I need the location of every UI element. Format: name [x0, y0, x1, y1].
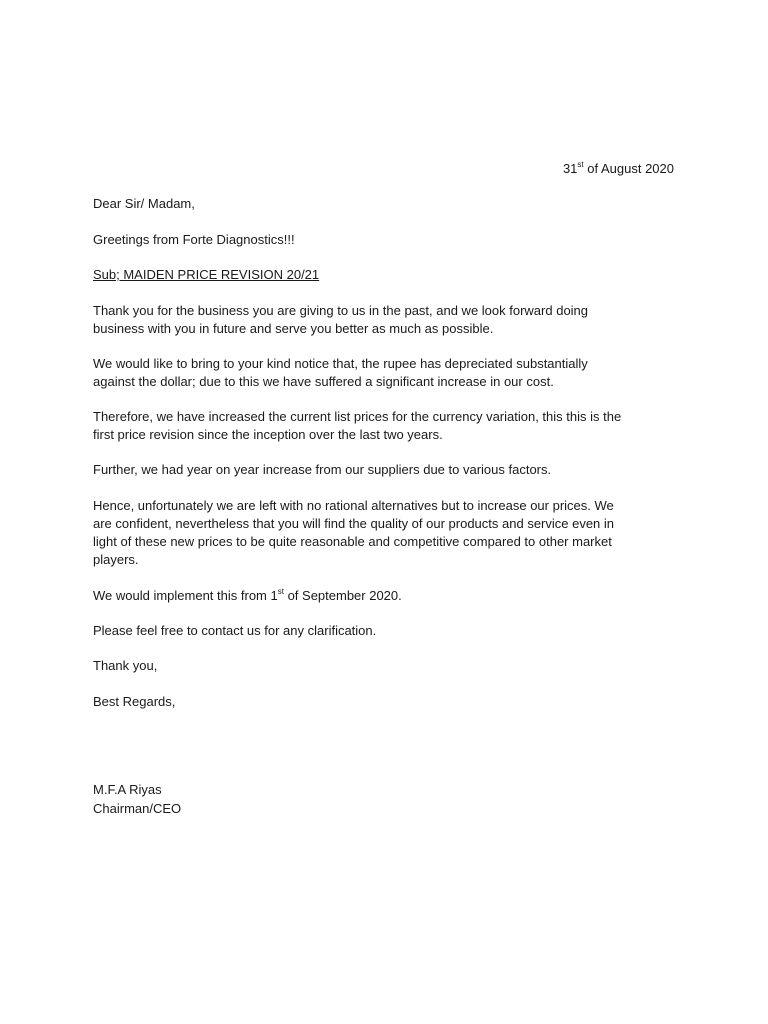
date-rest: of August 2020: [583, 161, 674, 176]
paragraph-6-before: We would implement this from 1: [93, 588, 278, 603]
subject-line: Sub; MAIDEN PRICE REVISION 20/21: [93, 267, 320, 282]
closing: Best Regards,: [93, 694, 176, 709]
date-day: 31: [562, 161, 578, 176]
paragraph-3-line-2: first price revision since the inception over the last two years.: [93, 427, 443, 442]
paragraph-6-suffix: st: [277, 586, 284, 596]
date-suffix: st: [577, 159, 584, 169]
paragraph-1-line-2: business with you in future and serve you better as much as possible.: [93, 321, 494, 336]
letter-date: [563, 160, 674, 178]
paragraph-6: [93, 587, 402, 605]
paragraph-5-line-1: Hence, unfortunately we are left with no rational alternatives but to increase our prices. We: [93, 498, 614, 513]
paragraph-1-line-1: Thank you for the business you are giving to us in the past, and we look forward doing: [93, 303, 589, 318]
salutation: Dear Sir/ Madam,: [93, 196, 195, 211]
paragraph-2-line-2: against the dollar; due to this we have suffered a significant increase in our cost.: [93, 374, 554, 389]
paragraph-7-line-1: Please feel free to contact us for any clarification.: [93, 623, 377, 638]
paragraph-2-line-1: We would like to bring to your kind notice that, the rupee has depreciated substantially: [93, 356, 588, 371]
signatory-title: Chairman/CEO: [93, 801, 182, 816]
paragraph-5-line-2: are confident, nevertheless that you will find the quality of our products and service even in: [93, 516, 615, 531]
greeting: Greetings from Forte Diagnostics!!!: [93, 232, 295, 247]
paragraph-4-line-1: Further, we had year on year increase from our suppliers due to various factors.: [93, 462, 552, 477]
paragraph-5-line-3: light of these new prices to be quite reasonable and competitive compared to other market: [93, 534, 612, 549]
paragraph-5-line-4: players.: [93, 552, 139, 567]
paragraph-3-line-1: Therefore, we have increased the current list prices for the currency variation, this this is the: [93, 409, 622, 424]
signatory-name: M.F.A Riyas: [93, 782, 162, 797]
paragraph-6-after: of September 2020.: [283, 588, 402, 603]
thank-you: Thank you,: [93, 658, 158, 673]
